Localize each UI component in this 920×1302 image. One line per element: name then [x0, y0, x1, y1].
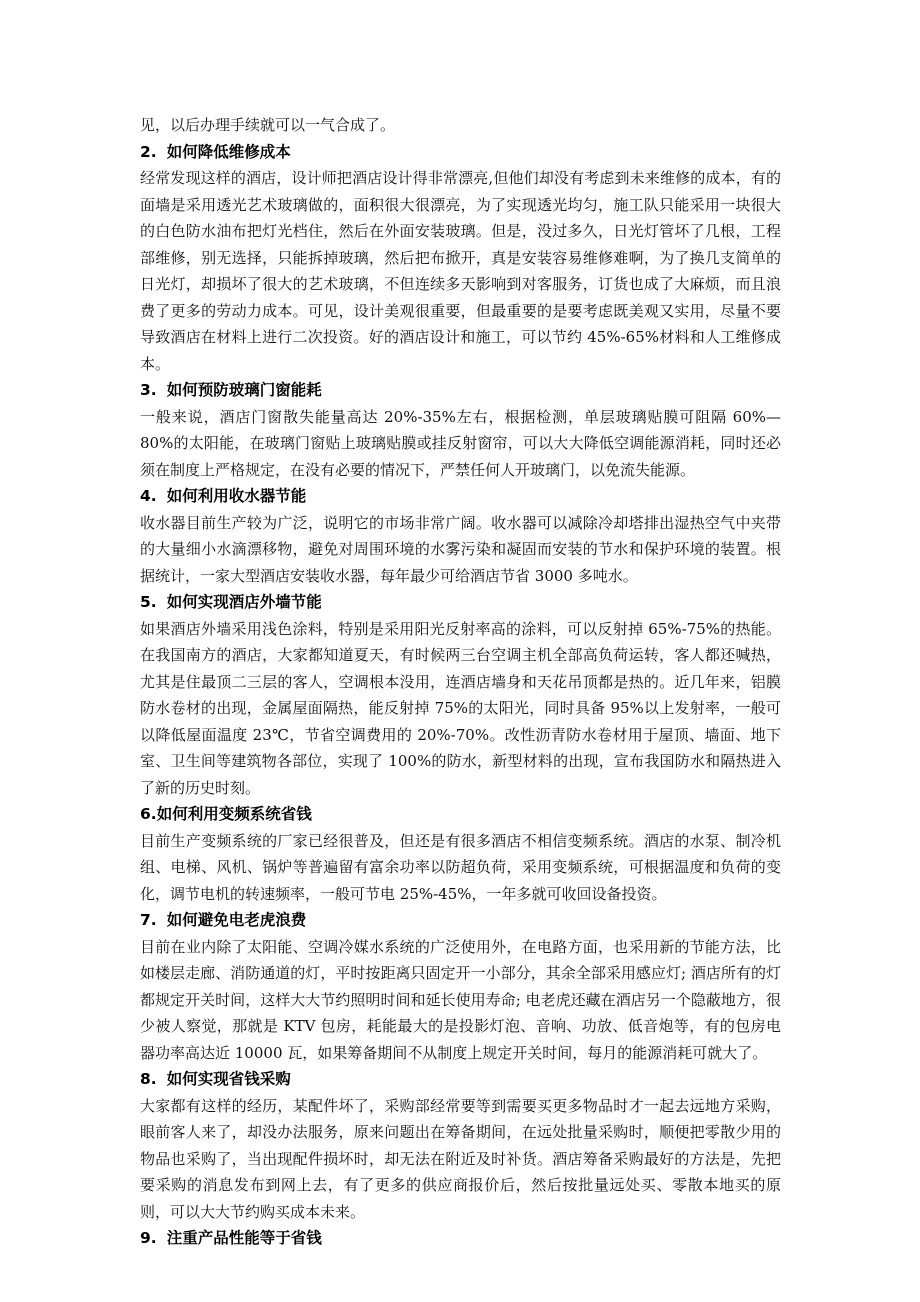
section-number: 5.	[140, 593, 157, 611]
section-body: 目前在业内除了太阳能、空调冷媒水系统的广泛使用外，在电路方面，也采用新的节能方法，比如楼层走廊、消防通道的灯，平时按距离只固定开一小部分，其余全部采用感应灯; 酒店所有的灯都规定开关时间，这样大大节约照明时间和延长使用寿命; 电老虎还藏在酒店另一个隐蔽地方，很少被人察觉，那就是 KTV 包房，耗能最大的是投影灯泡、音响、功放、低音炮等，有的包房电器功率高达近 10000 瓦，如果筹备期间不从制度上规定开关时间，每月的能源消耗可就大了。	[140, 937, 781, 1062]
section-heading	[140, 1225, 781, 1252]
section-5	[140, 589, 781, 801]
section-heading	[140, 1066, 781, 1093]
section-heading	[140, 907, 781, 934]
section-7	[140, 907, 781, 1066]
section-heading	[140, 377, 781, 404]
section-heading	[140, 483, 781, 510]
intro-paragraph: 见，以后办理手续就可以一气合成了。	[140, 116, 396, 134]
section-body: 目前生产变频系统的厂家已经很普及，但还是有很多酒店不相信变频系统。酒店的水泵、制冷机组、电梯、风机、锅炉等普遍留有富余功率以防超负荷，采用变频系统，可根据温度和负荷的变化，调节电机的转速频率，一般可节电 25%-45%，一年多就可收回设备投资。	[140, 831, 781, 903]
section-title: 如何降低维修成本	[166, 142, 291, 161]
section-body: 大家都有这样的经历，某配件坏了，采购部经常要等到需要买更多物品时才一起去远地方采购，眼前客人来了，却没办法服务，原来问题出在筹备期间，在远处批量采购时，顺便把零散少用的物品也采购了，当出现配件损坏时，却无法在附近及时补货。酒店筹备采购最好的方法是，先把要采购的消息发布到网上去，有了更多的供应商报价后，然后按批量远处买、零散本地买的原则，可以大大节约购买成本未来。	[140, 1096, 781, 1221]
section-3	[140, 377, 781, 483]
section-title: 如何预防玻璃门窗能耗	[166, 381, 322, 399]
section-title: 如何利用收水器节能	[166, 487, 307, 505]
section-body: 收水器目前生产较为广泛，说明它的市场非常广阔。收水器可以减除冷却塔排出湿热空气中夹带的大量细小水滴漂移物，避免对周围环境的水雾污染和凝固而安装的节水和保护环境的装置。根据统计，一家大型酒店安装收水器，每年最少可给酒店节省 3000 多吨水。	[140, 513, 781, 585]
section-title: 如何利用变频系统省钱	[156, 805, 312, 823]
section-title: 如何实现酒店外墙节能	[166, 593, 322, 611]
section-2	[140, 139, 781, 378]
section-heading	[140, 589, 781, 616]
section-title: 如何实现省钱采购	[166, 1070, 291, 1088]
section-body: 如果酒店外墙采用浅色涂料，特别是采用阳光反射率高的涂料，可以反射掉 65%-75%的热能。在我国南方的酒店，大家都知道夏天，有时候两三台空调主机全部高负荷运转，客人都还喊热，尤其是住最顶二三层的客人，空调根本没用，连酒店墙身和天花吊顶都是热的。近几年来，铝膜防水卷材的出现，金属屋面隔热，能反射掉 75%的太阳光，同时具备 95%以上发射率，一般可以降低屋面温度 23℃，节省空调费用的 20%-70%。改性沥青防水卷材用于屋顶、墙面、地下室、卫生间等建筑物各部位，实现了 100%的防水，新型材料的出现，宣布我国防水和隔热进入了新的历史时刻。	[140, 619, 781, 797]
section-6	[140, 801, 781, 907]
section-heading	[140, 139, 781, 166]
section-number: 2.	[140, 142, 157, 161]
section-body: 一般来说，酒店门窗散失能量高达 20%-35%左右，根据检测，单层玻璃贴膜可阻隔 60%—80%的太阳能，在玻璃门窗贴上玻璃贴膜或挂反射窗帘，可以大大降低空调能源消耗，同时还必须在制度上严格规定，在没有必要的情况下，严禁任何人开玻璃门，以免流失能源。	[140, 407, 781, 479]
section-number: 6.	[140, 805, 157, 823]
section-title: 如何避免电老虎浪费	[166, 911, 307, 929]
section-title: 注重产品性能等于省钱	[166, 1229, 322, 1247]
section-number: 8.	[140, 1070, 157, 1088]
section-8	[140, 1066, 781, 1225]
section-4	[140, 483, 781, 589]
section-heading	[140, 801, 781, 828]
section-9	[140, 1225, 781, 1252]
section-number: 3.	[140, 381, 157, 399]
section-body: 经常发现这样的酒店，设计师把酒店设计得非常漂亮,但他们却没有考虑到未来维修的成本，有的面墙是采用透光艺术玻璃做的，面积很大很漂亮，为了实现透光均匀，施工队只能采用一块很大的白色防水油布把灯光档住，然后在外面安装玻璃。但是，没过多久，日光灯管坏了几根，工程部维修，别无选择，只能拆掉玻璃，然后把布掀开，真是安装容易维修难啊，为了换几支简单的日光灯，却损坏了很大的艺术玻璃，不但连续多天影响到对客服务，订货也成了大麻烦，而且浪费了更多的劳动力成本。可见，设计美观很重要，但最重要的是要考虑既美观又实用，尽量不要导致酒店在材料上进行二次投资。好的酒店设计和施工，可以节约 45%-65%材料和人工维修成本。	[140, 169, 781, 373]
section-number: 7.	[140, 911, 157, 929]
document-page	[140, 112, 781, 1252]
section-number: 9.	[140, 1229, 157, 1247]
section-number: 4.	[140, 487, 157, 505]
